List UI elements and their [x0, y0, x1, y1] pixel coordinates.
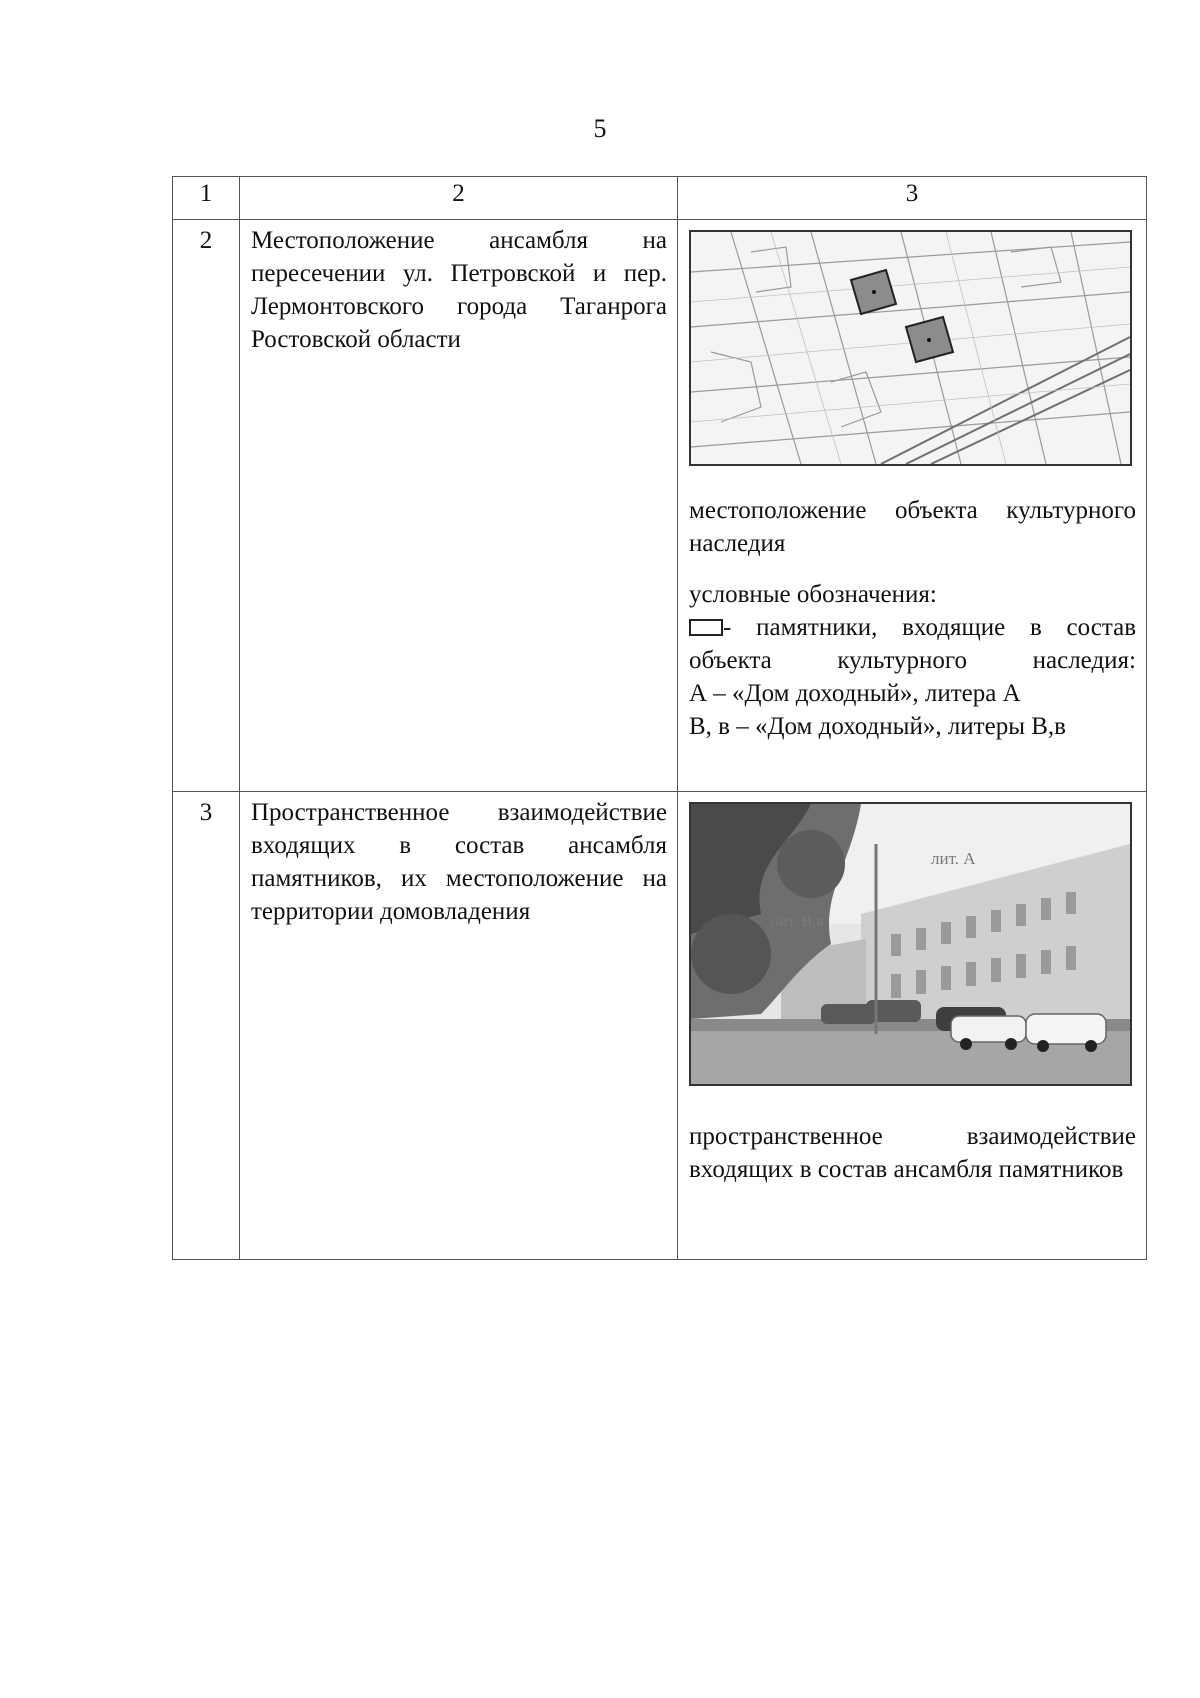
- row-number: 2: [173, 220, 240, 792]
- map-caption: местоположение объекта культурного наследия: [689, 497, 1136, 557]
- map-drawing: [691, 232, 1130, 464]
- photo-label-b: лит. В,в: [771, 913, 824, 930]
- row-content: [678, 220, 1147, 792]
- heritage-table: [172, 176, 1147, 1260]
- row-content: [678, 792, 1147, 1260]
- photo-caption: пространственное взаимодействие входящих в состав ансамбля памятников: [689, 1123, 1136, 1183]
- header-col-1: 1: [173, 177, 240, 220]
- table-row: [173, 792, 1147, 1260]
- page-number: 5: [593, 114, 607, 143]
- legend-swatch: [689, 619, 723, 636]
- legend-entry-a: А – «Дом доходный», литера А: [689, 680, 1021, 707]
- row-description: Пространственное взаимодействие входящих в состав ансамбля памятников, их местоположение на территории домовладения: [240, 792, 678, 1260]
- row-description: Местоположение ансамбля на пересечении ул. Петровской и пер. Лермонтовского города Таганрога Ростовской области: [240, 220, 678, 792]
- legend-item: [689, 611, 1136, 677]
- street-photo: [689, 802, 1132, 1086]
- header-col-3: 3: [678, 177, 1147, 220]
- row-number: 3: [173, 792, 240, 1260]
- photo-label-a: лит. А: [931, 849, 976, 868]
- header-col-2: 2: [240, 177, 678, 220]
- location-map: [689, 230, 1132, 466]
- map-legend: [689, 578, 1136, 743]
- photo-drawing: [691, 804, 1130, 1084]
- table-row: [173, 220, 1147, 792]
- legend-title: условные обозначения:: [689, 581, 937, 608]
- table-header-row: [173, 177, 1147, 220]
- legend-item-text: - памятники, входящие в состав объекта культурного наследия:: [689, 614, 1136, 674]
- legend-entry-b: В, в – «Дом доходный», литеры В,в: [689, 713, 1066, 740]
